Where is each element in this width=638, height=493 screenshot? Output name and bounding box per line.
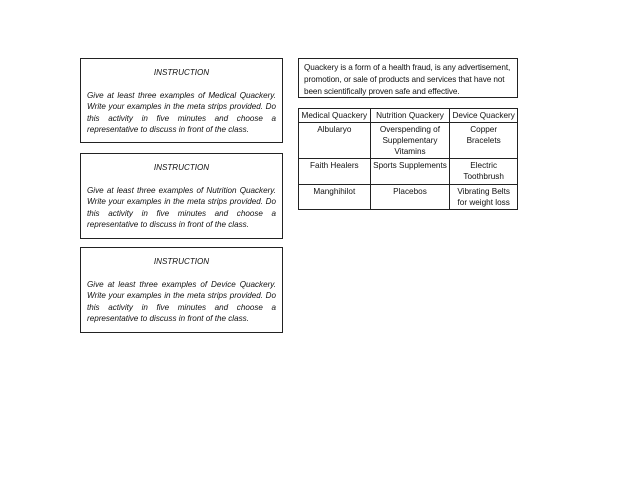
table-row: [299, 184, 518, 209]
quackery-definition: Quackery is a form of a health fraud, is any advertisement, promotion, or sale of products and services that have not been scientifically proven safe and effective.: [298, 58, 518, 98]
header-nutrition-quackery: Nutrition Quackery: [370, 109, 450, 123]
instruction-body: Give at least three examples of Nutrition Quackery. Write your examples in the meta strips provided. Do this activity in five minutes and choose a representative to discuss in front of the class.: [87, 186, 276, 229]
quackery-examples-table: [298, 108, 518, 210]
table-header-row: [299, 109, 518, 123]
header-device-quackery: Device Quackery: [450, 109, 518, 123]
header-medical-quackery: Medical Quackery: [299, 109, 371, 123]
table-cell: Placebos: [370, 184, 450, 209]
instruction-card-device: [80, 247, 283, 333]
instruction-title: INSTRUCTION: [153, 163, 210, 172]
instruction-title: INSTRUCTION: [153, 68, 210, 77]
table-cell: Copper Bracelets: [450, 123, 518, 159]
instruction-body: Give at least three examples of Medical Quackery. Write your examples in the meta strips provided. Do this activity in five minutes and choose a representative to discuss in front of the class.: [87, 91, 276, 134]
instruction-card-nutrition: [80, 153, 283, 239]
table-row: [299, 159, 518, 184]
instruction-body: Give at least three examples of Device Quackery. Write your examples in the meta strips provided. Do this activity in five minutes and choose a representative to discuss in front of the class.: [87, 280, 276, 323]
table-cell: Faith Healers: [299, 159, 371, 184]
instruction-card-medical: [80, 58, 283, 143]
table-row: [299, 123, 518, 159]
table-cell: Overspending of Supplementary Vitamins: [370, 123, 450, 159]
table-cell: Vibrating Belts for weight loss: [450, 184, 518, 209]
table-cell: Albularyo: [299, 123, 371, 159]
table-cell: Electric Toothbrush: [450, 159, 518, 184]
instruction-title: INSTRUCTION: [153, 257, 210, 266]
table-cell: Manghihilot: [299, 184, 371, 209]
table-cell: Sports Supplements: [370, 159, 450, 184]
